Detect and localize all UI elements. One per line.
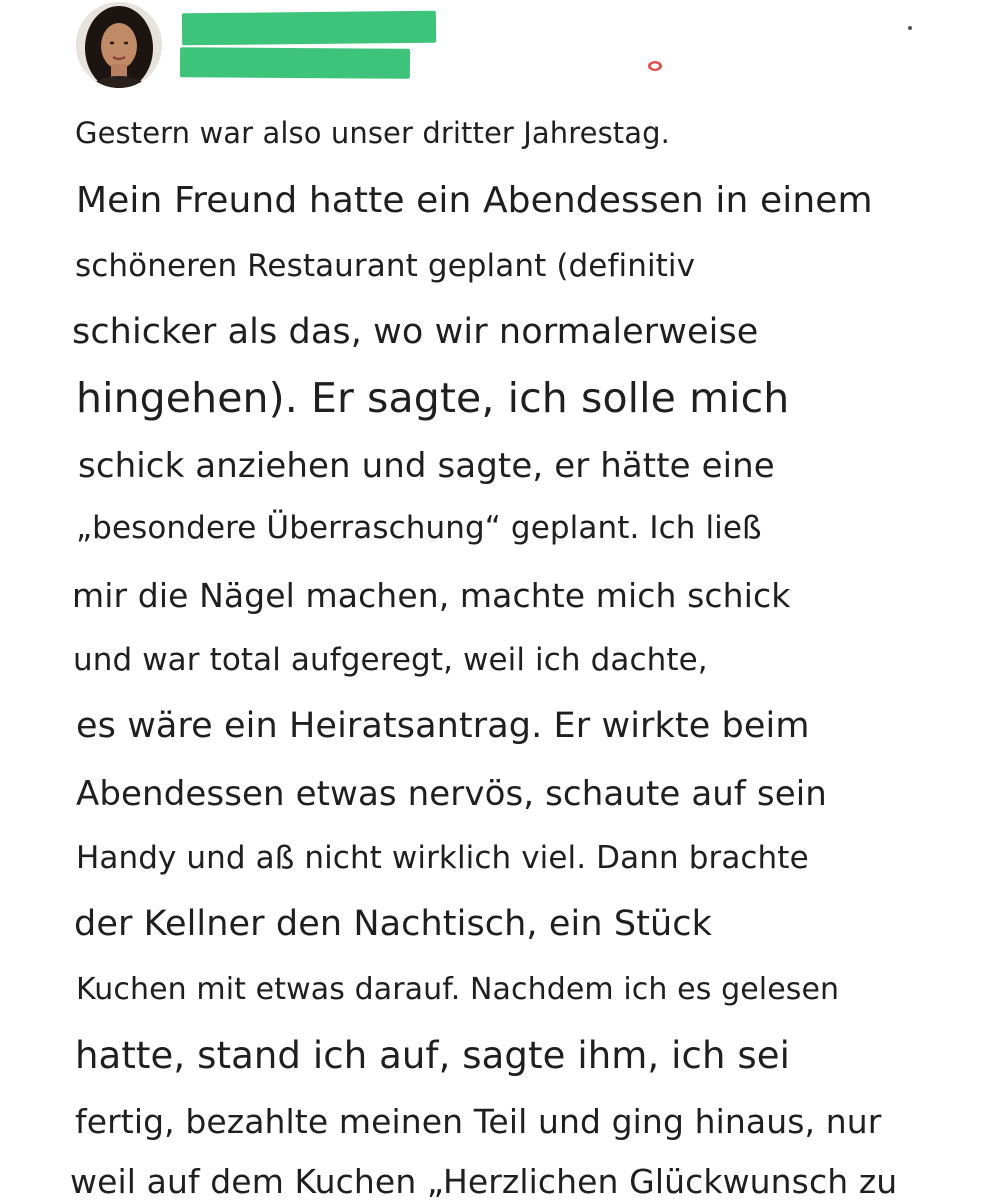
post-text-line: mir die Nägel machen, machte mich schick — [72, 576, 791, 615]
post-text-line: schöneren Restaurant geplant (definitiv — [75, 248, 696, 284]
post-text-line: hingehen). Er sagte, ich solle mich — [76, 374, 790, 422]
post-text-line: „besondere Überraschung“ geplant. Ich ließ — [76, 510, 762, 546]
post-text-line: schicker als das, wo wir normalerweise — [72, 312, 759, 352]
author-name-redacted — [182, 11, 436, 46]
post-text-line: Kuchen mit etwas darauf. Nachdem ich es gelesen — [76, 972, 840, 1007]
reaction-icon — [647, 60, 663, 72]
post-text-line: Abendessen etwas nervös, schaute auf sein — [76, 774, 827, 814]
post-text-line: hatte, stand ich auf, sagte ihm, ich sei — [75, 1034, 791, 1077]
post-text-line: fertig, bezahlte meinen Teil und ging hinaus, nur — [75, 1102, 882, 1141]
post-text-line: Gestern war also unser dritter Jahrestag. — [75, 116, 670, 150]
more-options-icon[interactable] — [908, 26, 912, 30]
post-text-line: und war total aufgeregt, weil ich dachte, — [73, 642, 708, 678]
author-meta-redacted — [180, 47, 410, 79]
post-text-line: es wäre ein Heiratsantrag. Er wirkte beim — [76, 706, 810, 746]
author-avatar[interactable] — [76, 2, 162, 88]
post-text-line: Handy und aß nicht wirklich viel. Dann brachte — [76, 840, 809, 876]
post-text-line: schick anziehen und sagte, er hätte eine — [78, 446, 775, 486]
user-avatar-icon — [76, 2, 162, 88]
post-header — [0, 0, 1000, 100]
post-text-line: weil auf dem Kuchen „Herzlichen Glückwunsch zu — [70, 1162, 898, 1201]
post-text-line: Mein Freund hatte ein Abendessen in einem — [76, 180, 873, 221]
post-text-line: der Kellner den Nachtisch, ein Stück — [74, 904, 712, 944]
